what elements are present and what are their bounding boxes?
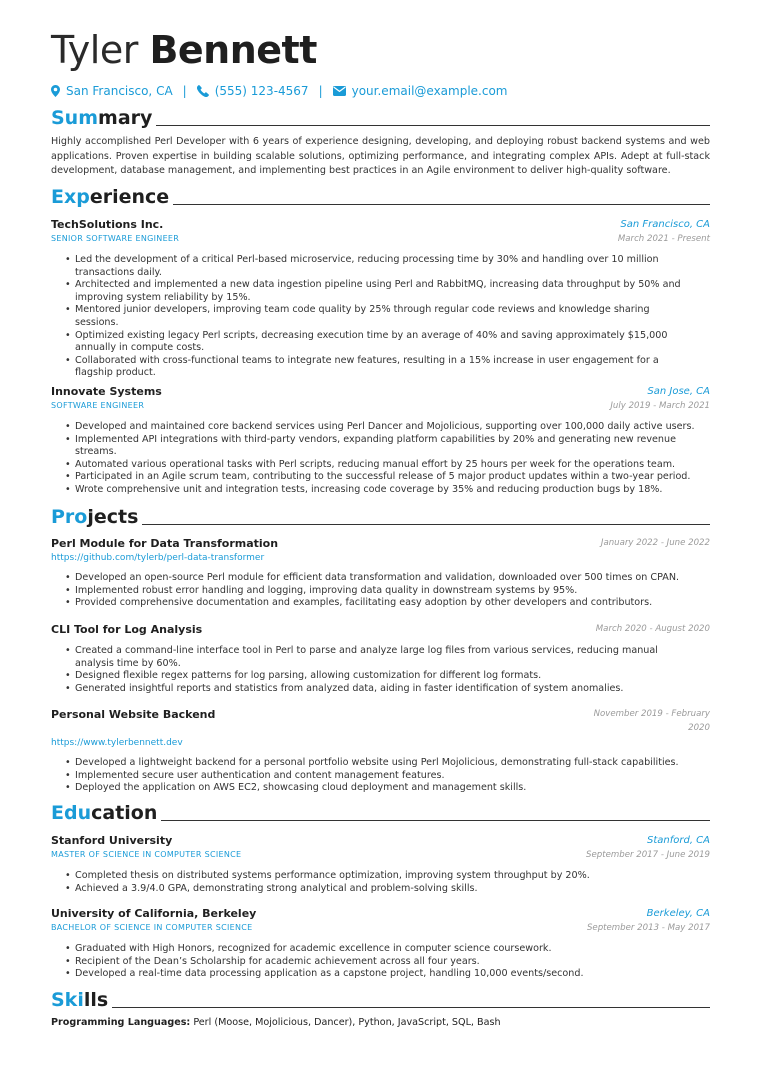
list-item: • Designed flexible regex patterns for log parsing, allowing customization for different log formats. (65, 670, 695, 683)
list-item: • Provided comprehensive documentation and examples, facilitating easy adoption by other developers and contributors. (65, 597, 695, 610)
projects-section (51, 506, 710, 528)
email-text: your.email@example.com (351, 84, 508, 98)
list-item: • Participated in an Agile scrum team, contributing to the successful release of 5 major product updates within a two-year period. (65, 471, 695, 484)
bullet-list (65, 757, 695, 795)
bullet-list (65, 572, 695, 610)
list-item: • Implemented API integrations with third-party vendors, expanding platform capabilities by 20% and generating new revenue streams. (65, 434, 695, 459)
section-rule (173, 204, 710, 205)
project-name: Personal Website Backend (51, 708, 216, 721)
experience-entry (51, 384, 710, 497)
contact-line (51, 84, 508, 98)
list-item: • Deployed the application on AWS EC2, showcasing cloud deployment and management skills. (65, 782, 695, 795)
bullet-list (65, 645, 695, 695)
entry-dates (570, 707, 710, 735)
entry-dates: March 2020 - August 2020 (595, 624, 710, 634)
list-item: • Architected and implemented a new data ingestion pipeline using Perl and RabbitMQ, increasing data throughput by 50% and improving system reliability by 15%. (65, 279, 695, 304)
envelope-icon (333, 86, 346, 96)
list-item: • Graduated with High Honors, recognized for academic excellence in computer science coursework. (65, 943, 695, 956)
bullet-list (65, 870, 695, 895)
bullet-list (65, 421, 695, 497)
company-name: TechSolutions Inc. (51, 218, 164, 231)
entry-dates-line: 2020 (688, 723, 710, 733)
school-name: Stanford University (51, 834, 173, 847)
degree: BACHELOR OF SCIENCE IN COMPUTER SCIENCE (51, 923, 253, 932)
entry-dates: September 2017 - June 2019 (586, 850, 710, 860)
entry-dates: July 2019 - March 2021 (610, 401, 710, 411)
skills-value: Perl (Moose, Mojolicious, Dancer), Python, JavaScript, SQL, Bash (190, 1017, 501, 1028)
section-header (51, 989, 710, 1011)
job-title: SENIOR SOFTWARE ENGINEER (51, 234, 180, 243)
list-item: • Implemented secure user authentication and content management features. (65, 770, 695, 783)
project-entry (51, 707, 710, 795)
list-item: • Wrote comprehensive unit and integration tests, increasing code coverage by 35% and reducing production bugs by 18%. (65, 484, 695, 497)
project-name: Perl Module for Data Transformation (51, 537, 279, 550)
list-item: • Mentored junior developers, improving team code quality by 25% through regular code reviews and knowledge sharing sessions. (65, 304, 695, 329)
bullet-list (65, 943, 695, 981)
section-title: Experience (51, 186, 170, 208)
list-item: • Implemented robust error handling and logging, improving data quality in downstream systems by 95%. (65, 585, 695, 598)
list-item: • Completed thesis on distributed systems performance optimization, improving system throughput by 20%. (65, 870, 695, 883)
section-rule (142, 524, 710, 525)
section-header (51, 186, 710, 208)
list-item: • Achieved a 3.9/4.0 GPA, demonstrating strong analytical and problem-solving skills. (65, 883, 695, 896)
section-rule (156, 125, 710, 126)
list-item: • Developed a lightweight backend for a personal portfolio website using Perl Mojolicious, demonstrating full-stack capabilities. (65, 757, 695, 770)
phone-text: (555) 123-4567 (214, 84, 309, 98)
section-header (51, 506, 710, 528)
contact-separator: | (318, 84, 323, 98)
skills-line (51, 1016, 710, 1030)
project-entry (51, 622, 710, 695)
section-title: Summary (51, 107, 153, 129)
summary-text: Highly accomplished Perl Developer with 6 years of experience designing, developing, and deploying robust backend systems and web applications. Proven expertise in building scalable solutions, optimizing performance, and integrating complex APIs. Adept at full-stack development, database management, and implementing best practices in an Agile environment to deliver high-quality software. (51, 136, 710, 176)
list-item: • Generated insightful reports and statistics from analyzed data, aiding in faster identification of system anomalies. (65, 683, 695, 696)
entry-location: San Jose, CA (647, 386, 710, 397)
section-rule (112, 1007, 710, 1008)
entry-dates: September 2013 - May 2017 (586, 923, 710, 933)
job-title: SOFTWARE ENGINEER (51, 401, 145, 410)
section-header (51, 802, 710, 824)
entry-dates-line: November 2019 - February (593, 709, 710, 719)
project-link[interactable]: https://www.tylerbennett.dev (51, 738, 183, 748)
contact-separator: | (182, 84, 187, 98)
first-name: Tyler (51, 28, 138, 72)
list-item: • Created a command-line interface tool in Perl to parse and analyze large log files from various services, reducing manual analysis time by 60%. (65, 645, 695, 670)
contact-email[interactable] (333, 84, 508, 98)
summary-section (51, 107, 710, 179)
phone-icon (197, 85, 209, 97)
section-rule (161, 820, 710, 821)
bullet-list (65, 254, 695, 380)
entry-location: Stanford, CA (646, 835, 710, 846)
skills-section (51, 989, 710, 1030)
list-item: • Optimized existing legacy Perl scripts, decreasing execution time by an average of 40% and saving approximately $15,000 annually in compute costs. (65, 330, 695, 355)
list-item: • Developed an open-source Perl module for efficient data transformation and validation, downloaded over 500 times on CPAN. (65, 572, 695, 585)
list-item: • Automated various operational tasks with Perl scripts, reducing manual effort by 25 hours per week for the operations team. (65, 459, 695, 472)
contact-phone[interactable] (197, 84, 309, 98)
entry-location: San Francisco, CA (620, 219, 710, 230)
experience-section (51, 186, 710, 208)
list-item: • Developed a real-time data processing application as a capstone project, handling 10,000 events/second. (65, 968, 695, 981)
degree: MASTER OF SCIENCE IN COMPUTER SCIENCE (51, 850, 242, 859)
education-entry (51, 833, 710, 895)
education-entry (51, 906, 710, 981)
project-name: CLI Tool for Log Analysis (51, 623, 203, 636)
entry-location: Berkeley, CA (646, 908, 710, 919)
experience-entry (51, 217, 710, 380)
project-entry (51, 536, 710, 610)
location-text: San Francisco, CA (66, 84, 173, 98)
list-item: • Recipient of the Dean’s Scholarship for academic achievement across all four years. (65, 956, 695, 969)
section-title: Skills (51, 989, 109, 1011)
project-link[interactable]: https://github.com/tylerb/perl-data-transformer (51, 553, 265, 563)
company-name: Innovate Systems (51, 385, 162, 398)
school-name: University of California, Berkeley (51, 907, 257, 920)
entry-dates: January 2022 - June 2022 (600, 538, 710, 548)
skills-label: Programming Languages: (51, 1017, 191, 1028)
education-section (51, 802, 710, 824)
section-header (51, 107, 710, 129)
map-pin-icon (51, 85, 60, 97)
section-title: Education (51, 802, 158, 824)
contact-location (51, 84, 173, 98)
list-item: • Led the development of a critical Perl-based microservice, reducing processing time by 30% and handling over 10 million transactions daily. (65, 254, 695, 279)
entry-dates: March 2021 - Present (617, 234, 710, 244)
list-item: • Collaborated with cross-functional teams to integrate new features, resulting in a 15% increase in user engagement for a flagship product. (65, 355, 695, 380)
last-name: Bennett (149, 28, 317, 72)
section-title: Projects (51, 506, 139, 528)
resume-name (51, 28, 317, 72)
list-item: • Developed and maintained core backend services using Perl Dancer and Mojolicious, supporting over 100,000 daily active users. (65, 421, 695, 434)
